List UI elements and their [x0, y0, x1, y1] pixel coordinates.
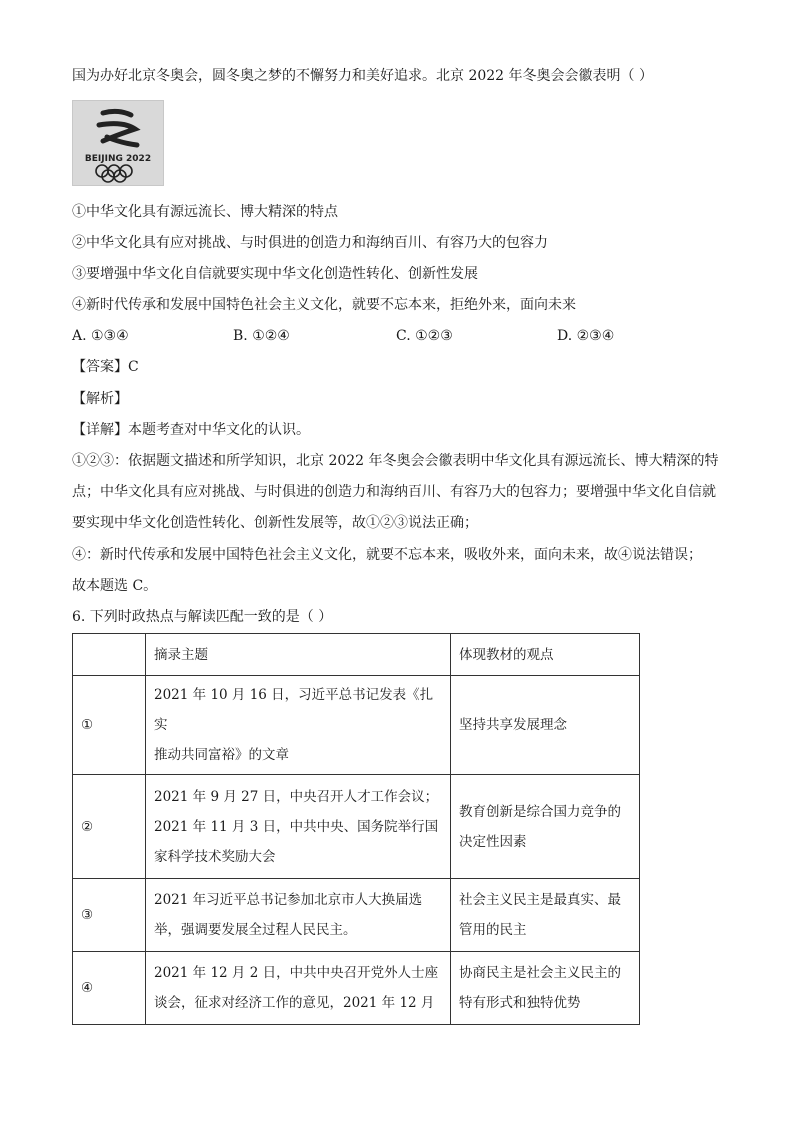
view-line: 决定性因素 — [459, 833, 527, 850]
topic-line: 2021 年 12 月 2 日，中共中央召开党外人士座 — [154, 965, 439, 981]
view-line: 坚持共享发展理念 — [459, 717, 567, 733]
topic-line: 2021 年习近平总书记参加北京市人大换届选 — [154, 892, 423, 908]
view-cell — [451, 775, 640, 879]
row-number: ② — [73, 775, 146, 879]
view-line: 管用的民主 — [459, 922, 527, 938]
analysis-line: ④：新时代传承和发展中国特色社会主义文化，就要不忘本来，吸收外来，面向未来，故④说法错误； — [72, 547, 702, 563]
table-header-cell: 体现教材的观点 — [451, 634, 640, 676]
topic-cell — [146, 879, 451, 952]
statement-2: ②中华文化具有应对挑战、与时俱进的创造力和海纳百川、有容乃大的包容力 — [72, 235, 548, 251]
view-line: 特有形式和独特优势 — [459, 995, 581, 1011]
answer-label: 【答案】C — [72, 359, 139, 375]
option-a: A. ①③④ — [72, 328, 129, 344]
topic-cell — [146, 952, 451, 1025]
emblem-caption: BEIJING 2022 — [84, 154, 152, 164]
view-cell — [451, 676, 640, 775]
table-header-cell — [73, 634, 146, 676]
view-cell — [451, 879, 640, 952]
analysis-line: 【详解】本题考查对中华文化的认识。 — [72, 422, 310, 438]
view-cell — [451, 952, 640, 1025]
row-number: ① — [73, 676, 146, 775]
row-number: ③ — [73, 879, 146, 952]
topic-line: 家科学技术奖励大会 — [154, 848, 276, 865]
view-line: 教育创新是综合国力竞争的 — [459, 803, 621, 820]
table-row — [73, 879, 640, 952]
analysis-line: 故本题选 C。 — [72, 578, 158, 594]
question6-stem: 6. 下列时政热点与解读匹配一致的是（ ） — [72, 609, 333, 625]
table-row — [73, 952, 640, 1025]
winter-olympics-emblem-icon — [73, 101, 163, 185]
option-d: D. ②③④ — [557, 328, 615, 344]
table-row — [73, 676, 640, 775]
question6-table — [72, 633, 640, 1025]
table-header-cell: 摘录主题 — [146, 634, 451, 676]
beijing-2022-emblem-image — [72, 100, 164, 186]
statement-4: ④新时代传承和发展中国特色社会主义文化，就要不忘本来，拒绝外来，面向未来 — [72, 297, 576, 313]
row-number: ④ — [73, 952, 146, 1025]
table-row — [73, 775, 640, 879]
view-line: 协商民主是社会主义民主的 — [459, 965, 621, 981]
topic-line: 2021 年 10 月 16 日，习近平总书记发表《扎实 — [154, 687, 434, 733]
topic-line: 2021 年 11 月 3 日，中共中央、国务院举行国 — [154, 818, 439, 835]
topic-line: 推动共同富裕》的文章 — [154, 747, 289, 763]
topic-line: 2021 年 9 月 27 日，中央召开人才工作会议； — [154, 788, 439, 805]
topic-cell — [146, 775, 451, 879]
table-header-row — [73, 634, 640, 676]
topic-line: 举，强调要发展全过程人民民主。 — [154, 922, 357, 938]
option-c: C. ①②③ — [396, 328, 453, 344]
option-b: B. ①②④ — [233, 328, 290, 344]
statement-3: ③要增强中华文化自信就要实现中华文化创造性转化、创新性发展 — [72, 266, 478, 282]
analysis-label: 【解析】 — [72, 391, 128, 407]
topic-cell — [146, 676, 451, 775]
question5-intro: 国为办好北京冬奥会，圆冬奥之梦的不懈努力和美好追求。北京 2022 年冬奥会会徽表明（ ） — [72, 68, 653, 84]
analysis-line: ①②③：依据题文描述和所学知识，北京 2022 年冬奥会会徽表明中华文化具有源远流长、博大精深的特 — [72, 453, 719, 469]
view-line: 社会主义民主是最真实、最 — [459, 892, 621, 908]
analysis-line: 要实现中华文化创造性转化、创新性发展等，故①②③说法正确； — [72, 515, 478, 531]
topic-line: 谈会，征求对经济工作的意见，2021 年 12 月 — [154, 995, 435, 1011]
analysis-line: 点；中华文化具有应对挑战、与时俱进的创造力和海纳百川、有容乃大的包容力；要增强中华文化自信就 — [72, 484, 716, 500]
statement-1: ①中华文化具有源远流长、博大精深的特点 — [72, 204, 338, 220]
